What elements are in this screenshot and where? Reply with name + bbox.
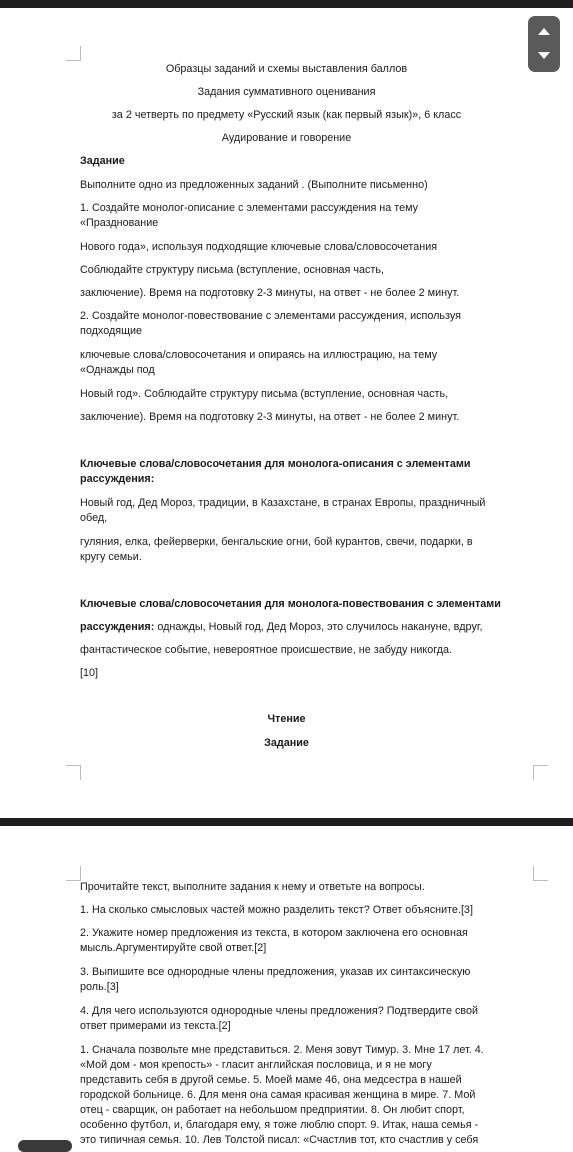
task2-line: Новый год». Соблюдайте структуру письма (вступление, основная часть, (80, 388, 449, 400)
task1-line: Нового года», используя подходящие ключевые слова/словосочетания (80, 241, 438, 253)
keywords-heading: рассуждения: (80, 473, 155, 485)
passage-line: представить себя в другой семье. 5. Моей маме 46, она медсестра в нашей (80, 1074, 462, 1086)
task2-line: 2. Создайте монолог-повествование с элементами рассуждения, используя (80, 310, 461, 322)
reading-heading: Чтение (267, 713, 306, 725)
keywords-label: рассуждения: (80, 621, 155, 633)
task-heading: Задание (80, 155, 125, 167)
doc-subtitle-subject: за 2 четверть по предмету «Русский язык (как первый язык)», 6 класс (111, 109, 462, 121)
instruction-text: Выполните одно из предложенных заданий . (Выполните письменно) (80, 179, 428, 191)
keywords-text: гуляния, елка, фейерверки, бенгальские огни, бой курантов, свечи, подарки, в (80, 536, 473, 548)
page-divider (0, 818, 573, 826)
keywords-text: кругу семьи. (80, 551, 142, 563)
task2-line: «Однажды под (80, 364, 155, 376)
keywords-text: фантастическое событие, невероятное происшествие, не забуду никогда. (80, 644, 453, 656)
task1-line: заключение). Время на подготовку 2-3 минуты, на ответ - не более 2 минут. (80, 287, 460, 299)
top-window-edge (0, 0, 573, 8)
question-line: ответ примерами из текста.[2] (80, 1020, 231, 1032)
keywords-text (80, 620, 535, 635)
section-title: Аудирование и говорение (221, 132, 352, 144)
task2-line: ключевые слова/словосочетания и опираясь на иллюстрацию, на тему (80, 349, 438, 361)
reading-instruction: Прочитайте текст, выполните задания к нему и ответьте на вопросы. (80, 881, 425, 893)
passage-line: 1. Сначала позвольте мне представиться. 2. Меня зовут Тимур. 3. Мне 17 лет. 4. (80, 1044, 484, 1056)
question-line: мысль.Аргументируйте свой ответ.[2] (80, 942, 267, 954)
question-line: 1. На сколько смысловых частей можно разделить текст? Ответ объясните.[3] (80, 904, 473, 916)
task2-line: заключение). Время на подготовку 2-3 минуты, на ответ - не более 2 минут. (80, 411, 460, 423)
chevron-down-icon[interactable] (538, 52, 550, 59)
keywords-heading: Ключевые слова/словосочетания для монолога-описания с элементами (80, 458, 471, 470)
question-line: роль.[3] (80, 981, 119, 993)
keywords-text: Новый год, Дед Мороз, традиции, в Казахстане, в странах Европы, праздничный (80, 497, 486, 509)
keywords-heading: Ключевые слова/словосочетания для монолога-повествования с элементами (80, 598, 501, 610)
question-line: 3. Выпишите все однородные члены предложения, указав их синтаксическую (80, 966, 471, 978)
passage-line: городской больнице. 6. Для меня она самая красивая женщина в мире. 7. Мой (80, 1089, 476, 1101)
task1-line: «Празднование (80, 217, 159, 229)
doc-title: Образцы заданий и схемы выставления баллов (165, 63, 408, 75)
doc-subtitle: Задания суммативного оценивания (197, 86, 376, 98)
passage-line: это типичная семья. 10. Лев Толстой писал: «Счастлив тот, кто счастлив у себя (80, 1134, 479, 1146)
score-text: [10] (80, 667, 99, 679)
page-corner-mark (66, 46, 81, 61)
task1-line: Соблюдайте структуру письма (вступление, основная часть, (80, 264, 384, 276)
page-corner-mark (66, 866, 81, 881)
page-corner-mark (533, 765, 548, 780)
chevron-up-icon[interactable] (538, 28, 550, 35)
passage-line: отец - сварщик, он работает на небольшом предприятии. 8. Он любит спорт, (80, 1104, 465, 1116)
task1-line: 1. Создайте монолог-описание с элементами рассуждения на тему (80, 202, 419, 214)
page-corner-mark (533, 866, 548, 881)
keywords-list: однажды, Новый год, Дед Мороз, это случилось накануне, вдруг, (154, 621, 483, 633)
page-corner-mark (66, 765, 81, 780)
passage-line: особенно футбол, и, благодаря ему, я тоже люблю спорт. 9. Итак, наша семья - (80, 1119, 479, 1131)
task2-line: подходящие (80, 325, 143, 337)
question-line: 2. Укажите номер предложения из текста, в котором заключена его основная (80, 927, 468, 939)
passage-line: «Мой дом - моя крепость» - гласит английская пословица, и я не могу (80, 1059, 432, 1071)
task-heading: Задание (264, 737, 309, 749)
bottom-toolbar-pill[interactable] (18, 1140, 72, 1152)
keywords-text: обед, (80, 512, 108, 524)
question-line: 4. Для чего используются однородные члены предложения? Подтвердите свой (80, 1005, 479, 1017)
